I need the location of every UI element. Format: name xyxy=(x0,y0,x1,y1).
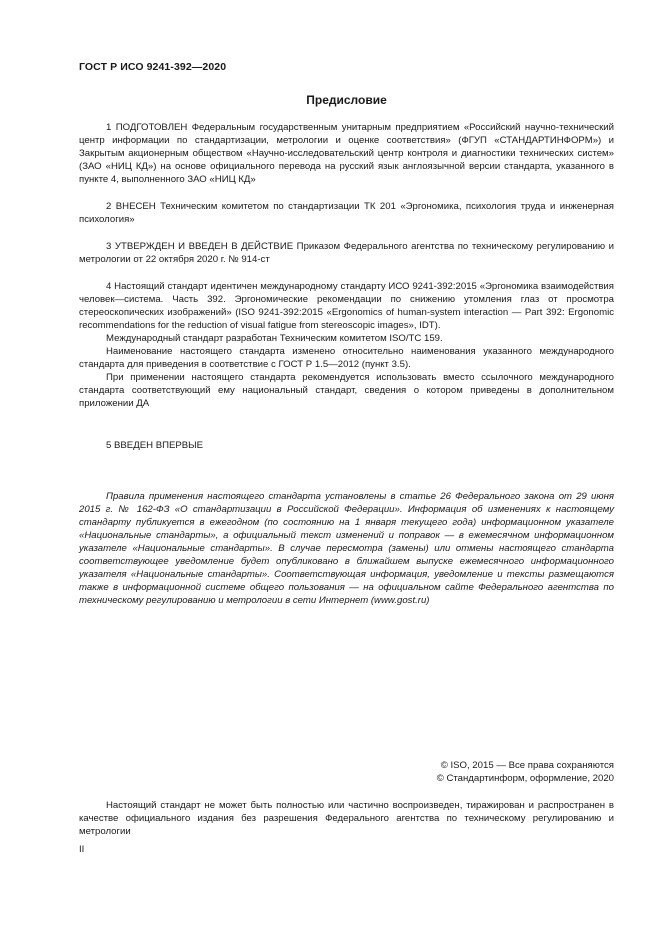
section-5-text: 5 ВВЕДЕН ВПЕРВЫЕ xyxy=(106,440,204,451)
section-4-para-1: 4 Настоящий стандарт идентичен международному стандарту ИСО 9241-392:2015 «Эргономика взаимодействия человек—система. Часть 392. Эргономические рекомендации по снижению утомления глаз от просмотра стереоскопических изображений» (ISO 9241-392:2015 «Ergonomics of human-system interaction — Part 392: Ergonomic recommendations for the reduction of visual fatigue from stereoscopic images», IDT). xyxy=(79,281,614,331)
section-4 xyxy=(79,280,614,410)
section-2 xyxy=(79,200,614,226)
page-number: II xyxy=(79,844,85,855)
copyright-standartinform: © Стандартинформ, оформление, 2020 xyxy=(436,773,614,784)
rules-notice-text: Правила применения настоящего стандарта установлены в статье 26 Федерального закона от 29 июня 2015 г. № 162-ФЗ «О стандартизации в Российской Федерации». Информация об изменениях к настоящему стандарту публикуется в ежегодном (по состоянию на 1 января текущего года) информационном указателе «Национальные стандарты», а официальный текст изменений и поправок — в ежемесячном информационном указателе «Национальные стандарты». В случае пересмотра (замены) или отмены настоящего стандарта соответствующее уведомление будет опубликовано в ближайшем выпуске ежемесячного информационного указателя «Национальные стандарты». Соответствующая информация, уведомление и тексты размещаются также в информационной системе общего пользования — на официальном сайте Федерального агентства по техническому регулированию и метрологии в сети Интернет (www.gost.ru) xyxy=(79,491,614,606)
page-title: Предисловие xyxy=(306,93,387,107)
section-3 xyxy=(79,240,614,266)
section-1 xyxy=(79,121,614,186)
standard-id-header: ГОСТ Р ИСО 9241-392—2020 xyxy=(79,61,227,73)
rules-notice xyxy=(79,490,614,607)
section-4-para-4: При применении настоящего стандарта рекомендуется использовать вместо ссылочного международного стандарта соответствующий ему национальный стандарт, сведения о котором приведены в дополнительном приложении ДА xyxy=(79,372,614,409)
section-2-text: 2 ВНЕСЕН Техническим комитетом по стандартизации ТК 201 «Эргономика, психология труда и инженерная психология» xyxy=(79,201,614,225)
section-4-para-2: Международный стандарт разработан Техническим комитетом ISO/TC 159. xyxy=(106,333,443,344)
copyright-block xyxy=(214,759,614,785)
copyright-iso: © ISO, 2015 — Все права сохраняются xyxy=(440,760,614,771)
section-1-text: 1 ПОДГОТОВЛЕН Федеральным государственным унитарным предприятием «Российский научно-технический центр информации по стандартизации, метрологии и оценке соответствия» (ФГУП «СТАНДАРТИНФОРМ») и Закрытым акционерным обществом «Научно-исследовательский центр контроля и диагностики технических систем» (ЗАО «НИЦ КД») на основе официального перевода на русский язык англоязычной версии стандарта, указанного в пункте 4, выполненного ЗАО «НИЦ КД» xyxy=(79,122,614,185)
section-3-text: 3 УТВЕРЖДЕН И ВВЕДЕН В ДЕЙСТВИЕ Приказом Федерального агентства по техническому регулированию и метрологии от 22 октября 2020 г. № 914-ст xyxy=(79,241,614,265)
section-4-para-3: Наименование настоящего стандарта изменено относительно наименования указанного международного стандарта для приведения в соответствие с ГОСТ Р 1.5—2012 (пункт 3.5). xyxy=(79,346,614,370)
section-5 xyxy=(79,439,614,452)
reproduction-notice-text: Настоящий стандарт не может быть полностью или частично воспроизведен, тиражирован и распространен в качестве официального издания без разрешения Федерального агентства по техническому регулированию и метрологии xyxy=(79,800,614,837)
reproduction-notice xyxy=(79,799,614,838)
